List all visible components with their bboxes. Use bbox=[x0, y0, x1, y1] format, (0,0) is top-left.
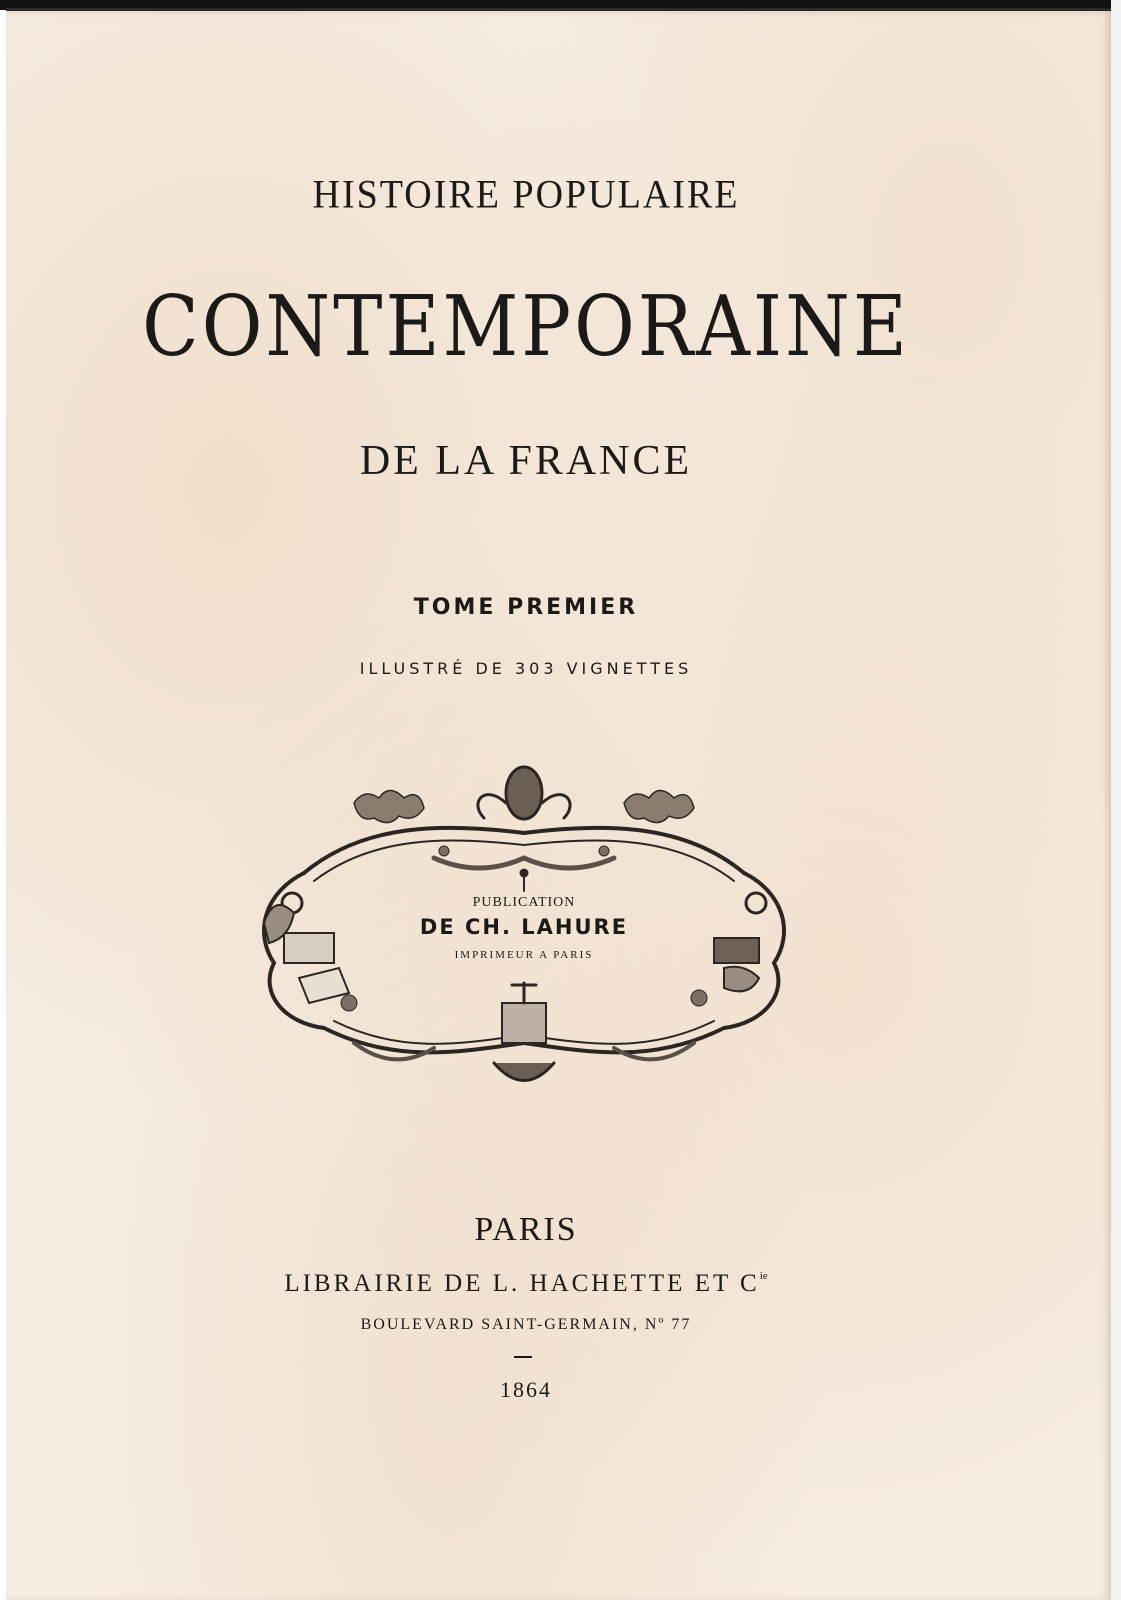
imprint-publisher-name: LIBRAIRIE DE L. HACHETTE ET C bbox=[284, 1270, 760, 1297]
scan-right-edge bbox=[1111, 0, 1121, 1600]
illustrations-note: ILLUSTRÉ DE 303 VIGNETTES bbox=[359, 659, 693, 678]
publisher-vignette bbox=[244, 763, 804, 1099]
vignette-line-publisher-name: DE CH. LAHURE bbox=[419, 915, 629, 939]
vignette-line-publication: PUBLICATION bbox=[472, 895, 576, 910]
subtitle: DE LA FRANCE bbox=[359, 438, 693, 484]
main-title: CONTEMPORAINE bbox=[142, 279, 910, 376]
series-title: HISTOIRE POPULAIRE bbox=[312, 172, 740, 218]
imprint-city: PARIS bbox=[474, 1211, 578, 1248]
imprint-address: BOULEVARD SAINT-GERMAIN, Nº 77 bbox=[360, 1316, 692, 1333]
volume-label: TOME PREMIER bbox=[413, 595, 639, 620]
imprint-year: 1864 bbox=[500, 1377, 552, 1402]
title-page bbox=[6, 8, 1114, 1600]
imprint-publisher-superscript: ie bbox=[759, 1270, 768, 1282]
imprint-publisher bbox=[6, 1270, 1046, 1298]
vignette-line-printer: IMPRIMEUR A PARIS bbox=[454, 949, 594, 961]
separator-rule bbox=[514, 1356, 532, 1358]
